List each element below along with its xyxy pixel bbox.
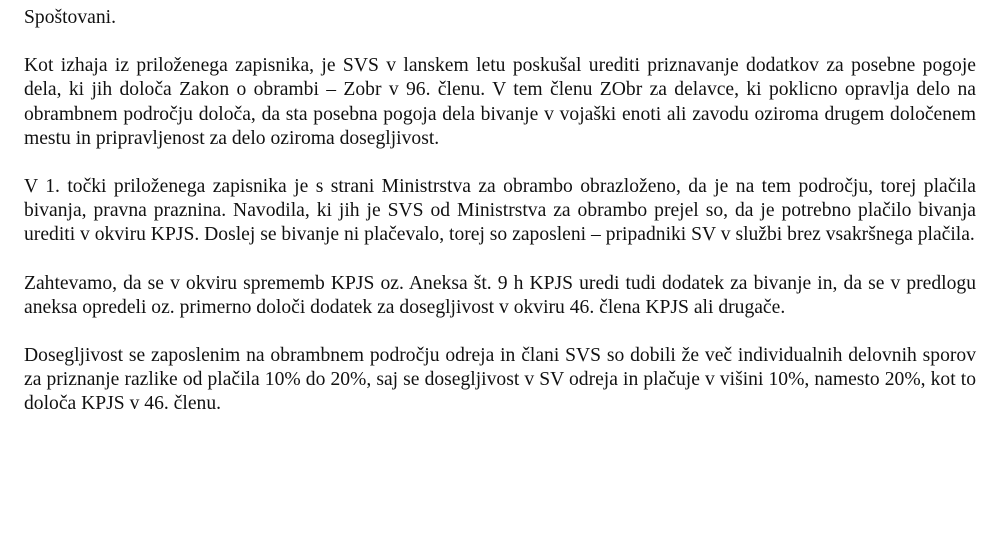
paragraph-4: Dosegljivost se zaposlenim na obrambnem področju odreja in člani SVS so dobili že več individualnih delovnih sporov za priznanje razlike od plačila 10% do 20%, saj se dosegljivost v SV odreja in plačuje v višini 10%, namesto 20%, kot to določa KPJS v 46. členu. bbox=[24, 345, 976, 415]
salutation: Spoštovani. bbox=[24, 7, 116, 28]
paragraph-1: Kot izhaja iz priloženega zapisnika, je SVS v lanskem letu poskušal urediti priznavanje dodatkov za posebne pogoje dela, ki jih določa Zakon o obrambi – Zobr v 96. členu. V tem členu ZObr za delavce, ki poklicno opravlja delo na obrambnem področju določa, da sta posebna pogoja dela bivanje v vojaški enoti ali zavodu oziroma drugem določenem mestu in pripravljenost za delo oziroma dosegljivost. bbox=[24, 55, 976, 149]
paragraph-2: V 1. točki priloženega zapisnika je s strani Ministrstva za obrambo obrazloženo, da je na tem področju, torej plačila bivanja, pravna praznina. Navodila, ki jih je SVS od Ministrstva za obrambo prejel so, da je potrebno plačilo bivanja urediti v okviru KPJS. Doslej se bivanje ni plačevalo, torej so zaposleni – pripadniki SV v službi brez vsakršnega plačila. bbox=[24, 176, 976, 246]
paragraph-3: Zahtevamo, da se v okviru sprememb KPJS oz. Aneksa št. 9 h KPJS uredi tudi dodatek za bivanje in, da se v predlogu aneksa opredeli oz. primerno določi dodatek za dosegljivost v okviru 46. člena KPJS ali drugače. bbox=[24, 272, 976, 318]
